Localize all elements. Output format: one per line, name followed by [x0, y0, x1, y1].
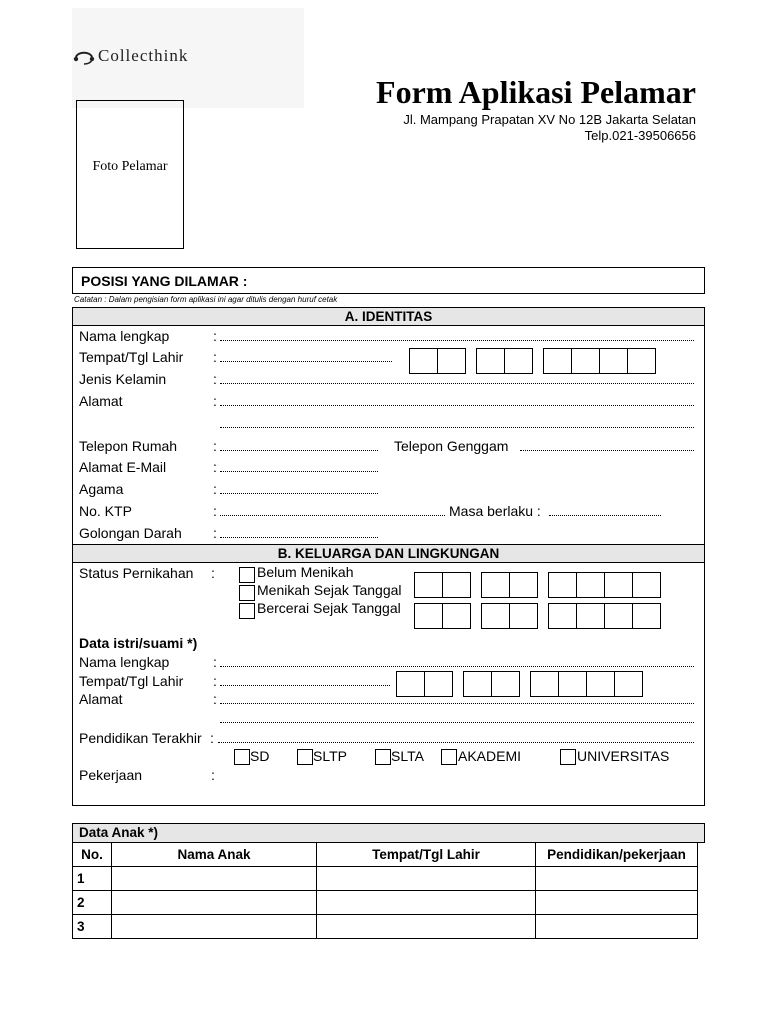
spouse-name-input[interactable] [220, 655, 694, 667]
colon: : [211, 767, 215, 783]
education-label: Pendidikan Terakhir [79, 730, 202, 746]
family-section [72, 544, 705, 806]
colon: : [213, 393, 217, 409]
divorced-option-label: Bercerai Sejak Tanggal [257, 600, 401, 616]
edu-sltp-checkbox[interactable] [297, 749, 313, 765]
email-input[interactable] [220, 460, 378, 472]
child-education-cell[interactable] [536, 915, 698, 939]
spouse-birth-label: Tempat/Tgl Lahir [79, 673, 184, 689]
name-input[interactable] [220, 329, 694, 341]
colon: : [210, 730, 214, 746]
divorced-date-boxes[interactable] [414, 603, 660, 628]
headset-logo-icon [72, 46, 96, 66]
single-checkbox[interactable] [239, 567, 255, 583]
address-label: Alamat [79, 393, 123, 409]
colon: : [211, 565, 215, 581]
col-education: Pendidikan/pekerjaan [536, 843, 698, 867]
home-phone-label: Telepon Rumah [79, 438, 178, 454]
edu-sltp-label: SLTP [313, 748, 347, 764]
spouse-address-line1[interactable] [220, 692, 694, 704]
gender-label: Jenis Kelamin [79, 371, 167, 387]
religion-label: Agama [79, 481, 124, 497]
spouse-address-label: Alamat [79, 691, 123, 707]
table-row [73, 891, 698, 915]
child-birth-cell[interactable] [317, 915, 536, 939]
married-date-boxes[interactable] [414, 572, 660, 597]
children-heading-text: Data Anak *) [79, 825, 159, 840]
position-label: POSISI YANG DILAMAR : [81, 273, 248, 289]
col-name: Nama Anak [112, 843, 317, 867]
edu-slta-label: SLTA [391, 748, 424, 764]
edu-sd-label: SD [250, 748, 270, 764]
divorced-checkbox[interactable] [239, 603, 255, 619]
mobile-phone-input[interactable] [520, 439, 694, 451]
child-name-cell[interactable] [112, 891, 317, 915]
ktp-label: No. KTP [79, 503, 132, 519]
child-name-cell[interactable] [112, 867, 317, 891]
valid-until-label: Masa berlaku : [449, 503, 541, 519]
married-option-label: Menikah Sejak Tanggal [257, 582, 402, 598]
birth-label: Tempat/Tgl Lahir [79, 349, 184, 365]
logo-text: Collecthink [98, 46, 189, 65]
col-birth: Tempat/Tgl Lahir [317, 843, 536, 867]
form-note: Catatan : Dalam pengisian form aplikasi ini agar ditulis dengan huruf cetak [74, 295, 338, 304]
col-no: No. [73, 843, 112, 867]
table-row [73, 915, 698, 939]
edu-sd-checkbox[interactable] [234, 749, 250, 765]
edu-universitas-checkbox[interactable] [560, 749, 576, 765]
colon: : [213, 481, 217, 497]
phone-line: Telp.021-39506656 [584, 128, 696, 143]
birthplace-input[interactable] [220, 350, 392, 362]
address-input-line1[interactable] [220, 394, 694, 406]
row-number: 2 [73, 891, 112, 915]
religion-input[interactable] [220, 482, 378, 494]
married-checkbox[interactable] [239, 585, 255, 601]
photo-box[interactable] [76, 100, 184, 249]
child-name-cell[interactable] [112, 915, 317, 939]
company-logo [72, 8, 304, 108]
children-heading [72, 823, 705, 843]
row-number: 3 [73, 915, 112, 939]
occupation-label: Pekerjaan [79, 767, 143, 783]
colon: : [213, 673, 217, 689]
colon: : [213, 503, 217, 519]
colon: : [213, 438, 217, 454]
row-number: 1 [73, 867, 112, 891]
address-line: Jl. Mampang Prapatan XV No 12B Jakarta Selatan [403, 112, 696, 127]
single-option-label: Belum Menikah [257, 564, 354, 580]
child-education-cell[interactable] [536, 891, 698, 915]
photo-label: Foto Pelamar [92, 159, 168, 174]
child-education-cell[interactable] [536, 867, 698, 891]
table-header-row [73, 843, 698, 867]
marital-status-label: Status Pernikahan [79, 565, 194, 581]
colon: : [213, 691, 217, 707]
spouse-heading: Data istri/suami *) [79, 635, 198, 651]
colon: : [213, 459, 217, 475]
edu-slta-checkbox[interactable] [375, 749, 391, 765]
gender-input[interactable] [220, 372, 694, 384]
name-label: Nama lengkap [79, 328, 170, 344]
spouse-birthplace-input[interactable] [220, 674, 390, 686]
colon: : [213, 349, 217, 365]
ktp-input[interactable] [220, 504, 445, 516]
blood-type-label: Golongan Darah [79, 525, 182, 541]
spouse-address-line2[interactable] [220, 711, 694, 723]
child-birth-cell[interactable] [317, 891, 536, 915]
colon: : [213, 525, 217, 541]
colon: : [213, 328, 217, 344]
colon: : [213, 654, 217, 670]
address-input-line2[interactable] [220, 416, 694, 428]
blood-type-input[interactable] [220, 526, 378, 538]
spouse-name-label: Nama lengkap [79, 654, 170, 670]
position-field[interactable] [72, 267, 705, 294]
mobile-phone-label: Telepon Genggam [394, 438, 509, 454]
children-table [72, 842, 698, 939]
identity-heading: A. IDENTITAS [73, 308, 704, 326]
email-label: Alamat E-Mail [79, 459, 167, 475]
edu-akademi-checkbox[interactable] [441, 749, 457, 765]
valid-until-input[interactable] [549, 504, 661, 516]
identity-section [72, 307, 705, 545]
colon: : [213, 371, 217, 387]
edu-universitas-label: UNIVERSITAS [577, 748, 670, 764]
education-input[interactable] [218, 731, 694, 743]
family-heading: B. KELUARGA DAN LINGKUNGAN [73, 545, 704, 563]
child-birth-cell[interactable] [317, 867, 536, 891]
page-title: Form Aplikasi Pelamar [376, 74, 696, 110]
table-row [73, 867, 698, 891]
edu-akademi-label: AKADEMI [458, 748, 522, 764]
birth-date-boxes[interactable] [409, 348, 655, 373]
company-address [403, 112, 696, 144]
home-phone-input[interactable] [220, 439, 378, 451]
